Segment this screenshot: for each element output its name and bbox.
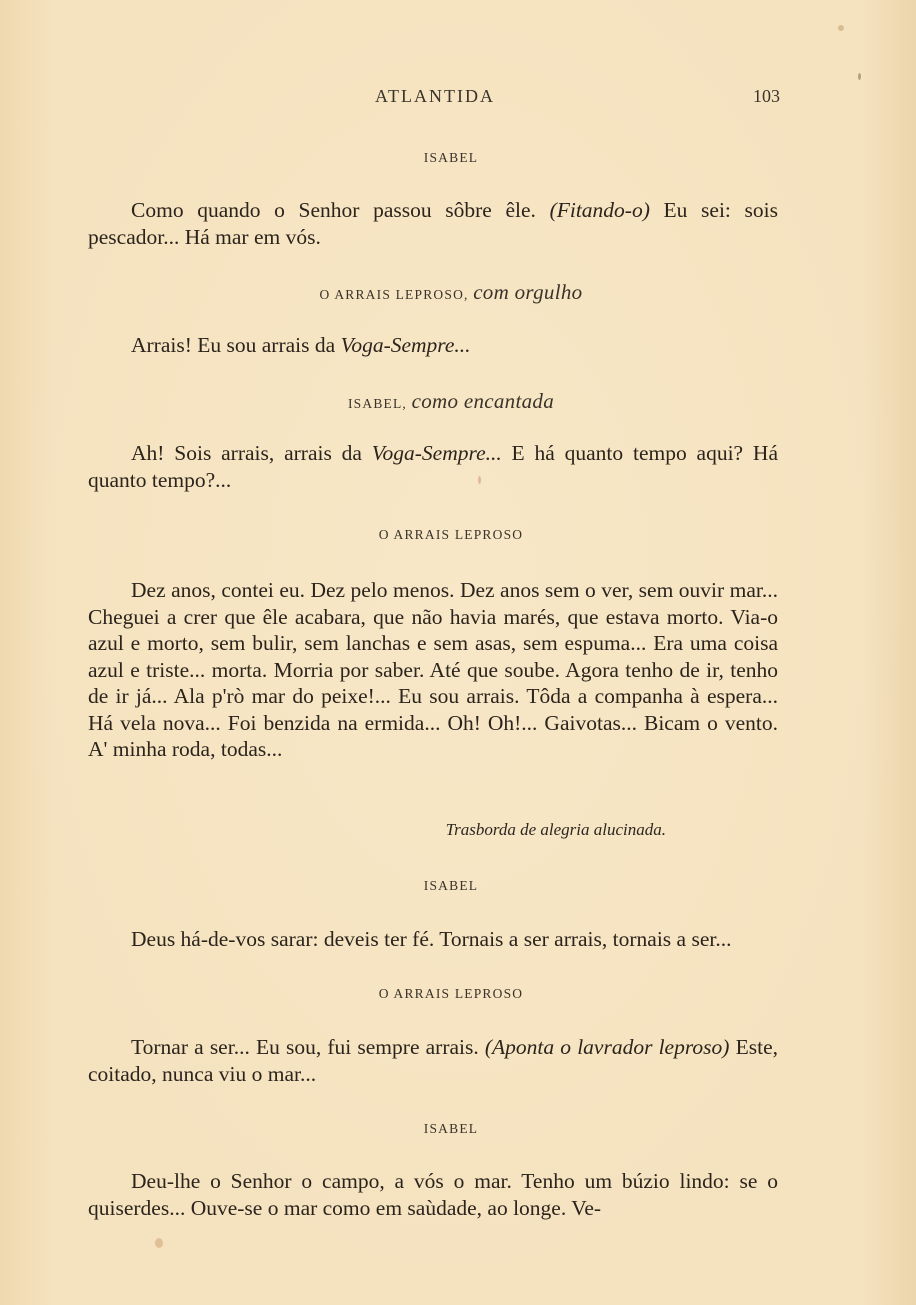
speech-paragraph: [88, 197, 778, 250]
running-head: [0, 86, 916, 114]
speaker-name: O ARRAIS LEPROSO,: [319, 287, 469, 302]
speech-paragraph: [88, 332, 778, 359]
speaker-label: [88, 280, 778, 305]
speaker-name: ISABEL,: [347, 396, 408, 411]
speech-paragraph: [88, 1168, 778, 1221]
speaker-name: ISABEL: [423, 1121, 479, 1136]
speaker-label: [88, 1121, 778, 1137]
speech-text: E há quanto tempo aqui? Há quanto tempo?...: [88, 441, 778, 492]
speech-text: Eu sei: sois pescador... Há mar em vós.: [88, 198, 779, 249]
stage-direction-line: Trasborda de alegria alucinada.: [445, 820, 666, 839]
running-title: ATLANTIDA: [375, 86, 495, 106]
speech-paragraph: [88, 440, 778, 493]
speaker-name: ISABEL: [423, 150, 479, 165]
speech-text: Arrais! Eu sou arrais da: [131, 333, 341, 357]
speech-italic: (Aponta o lavrador leproso): [484, 1035, 730, 1059]
speech-text: Dez anos, contei eu. Dez pelo menos. Dez anos sem o ver, sem ouvir mar... Cheguei a crer que êle acabara, que não havia marés, que estava morto. Via-o azul e morto, sem bulir, sem lanchas e sem asas, sem espuma... Era uma coisa azul e triste... morta. Morria por saber. Até que soube. Agora tenho de ir, tenho de ir já... Ala p'rò mar do peixe!... Eu sou arrais. Tôda a companha à espera... Há vela nova... Foi benzida na ermida... Oh! Oh!... Gaivotas... Bicam o vento. A' minha roda, todas...: [88, 578, 778, 761]
speech-italic: Voga-Sempre...: [371, 441, 502, 465]
page-number: 103: [753, 86, 780, 106]
speaker-label: [88, 527, 778, 543]
speech-text: Como quando o Senhor passou sôbre êle.: [131, 198, 550, 222]
stage-direction: como encantada: [411, 389, 555, 413]
speech-text: Este, coitado, nunca viu o mar...: [88, 1035, 778, 1086]
speech-paragraph: [88, 577, 778, 763]
speech-text: Deus há-de-vos sarar: deveis ter fé. Tornais a ser arrais, tornais a ser...: [131, 927, 732, 951]
speaker-label: [88, 986, 778, 1002]
speech-text: Tornar a ser... Eu sou, fui sempre arrais.: [131, 1035, 485, 1059]
speaker-name: O ARRAIS LEPROSO: [378, 986, 524, 1001]
speaker-label: [88, 389, 778, 414]
speaker-name: ISABEL: [423, 878, 479, 893]
speech-text: Deu-lhe o Senhor o campo, a vós o mar. Tenho um búzio lindo: se o quiserdes... Ouve-se o mar como em saùdade, ao longe. Ve-: [88, 1169, 778, 1220]
speech-italic: Voga-Sempre...: [340, 333, 471, 357]
paper-speck: [858, 73, 861, 80]
speaker-label: [88, 150, 778, 166]
speech-italic: (Fitando-o): [549, 198, 650, 222]
speech-paragraph: [88, 926, 778, 953]
speaker-label: [88, 878, 778, 894]
paper-speck: [478, 476, 481, 484]
speaker-name: O ARRAIS LEPROSO: [378, 527, 524, 542]
speech-text: Ah! Sois arrais, arrais da: [131, 441, 372, 465]
paper-speck: [838, 25, 844, 31]
paper-speck: [155, 1238, 163, 1248]
speech-paragraph: [88, 1034, 778, 1087]
stage-direction: com orgulho: [473, 280, 583, 304]
